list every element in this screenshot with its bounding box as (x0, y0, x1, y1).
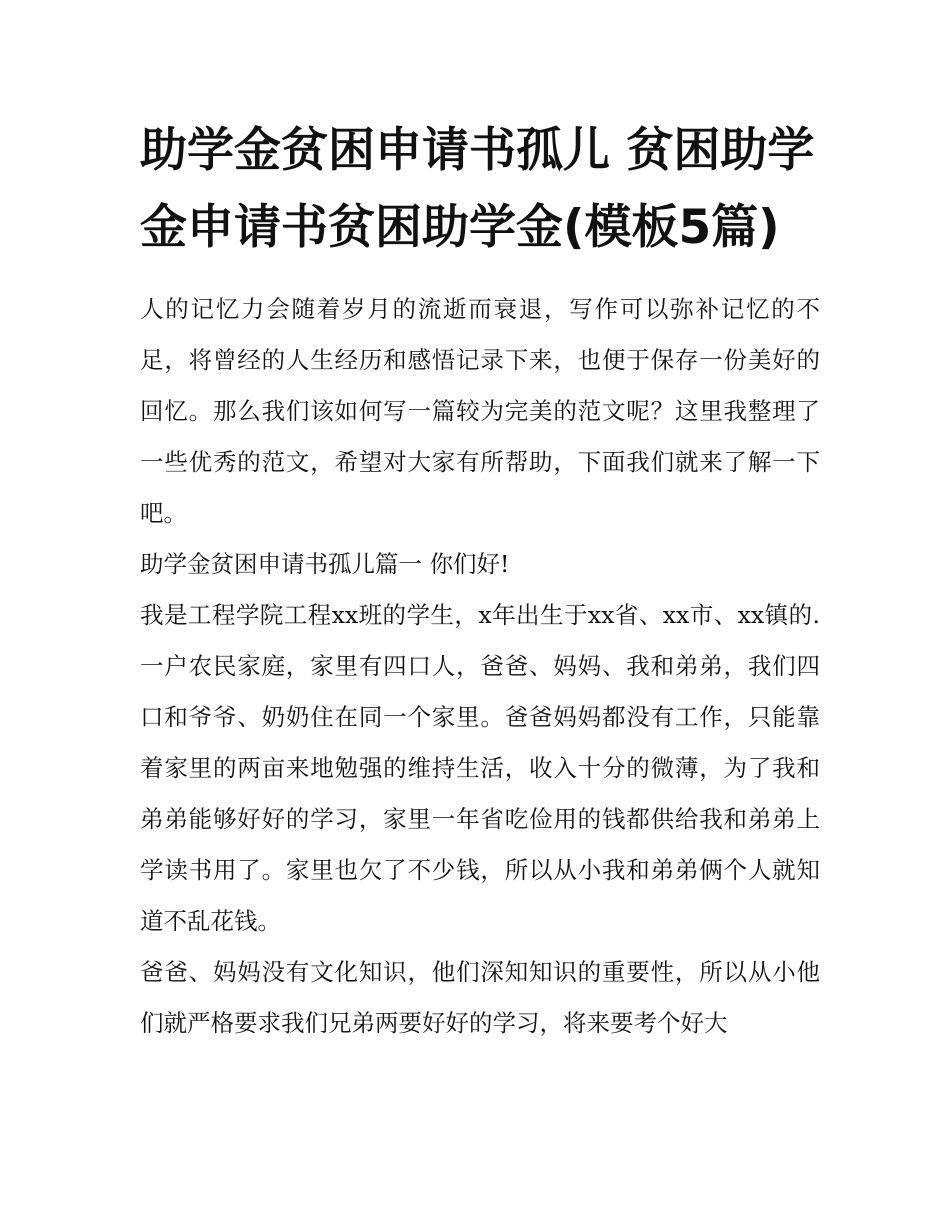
paragraph-parents: 爸爸、妈妈没有文化知识，他们深知知识的重要性，所以从小他们就严格要求我们兄弟两要好好的学习，将来要考个好大 (140, 958, 820, 1037)
paragraph-intro: 人的记忆力会随着岁月的流逝而衰退，写作可以弥补记忆的不足，将曾经的人生经历和感悟记录下来，也便于保存一份美好的回忆。那么我们该如何写一篇较为完美的范文呢？这里我整理了一些优秀的范文，希望对大家有所帮助，下面我们就来了解一下吧。 (140, 295, 820, 527)
document-title: 助学金贫困申请书孤儿 贫困助学金申请书贫困助学金(模板5篇) (140, 123, 815, 255)
document-body (140, 112, 820, 1049)
paragraph-background: 我是工程学院工程xx班的学生，x年出生于xx省、xx市、xx镇的.一户农民家庭，家里有四口人，爸爸、妈妈、我和弟弟，我们四口和爷爷、奶奶住在同一个家里。爸爸妈妈都没有工作，只能靠着家里的两亩来地勉强的维持生活，收入十分的微薄，为了我和弟弟能够好好的学习，家里一年省吃俭用的钱都供给我和弟弟上学读书用了。家里也欠了不少钱，所以从小我和弟弟俩个人就知道不乱花钱。 (140, 601, 820, 935)
paragraph-section-heading: 助学金贫困申请书孤儿篇一 你们好! (140, 550, 510, 578)
